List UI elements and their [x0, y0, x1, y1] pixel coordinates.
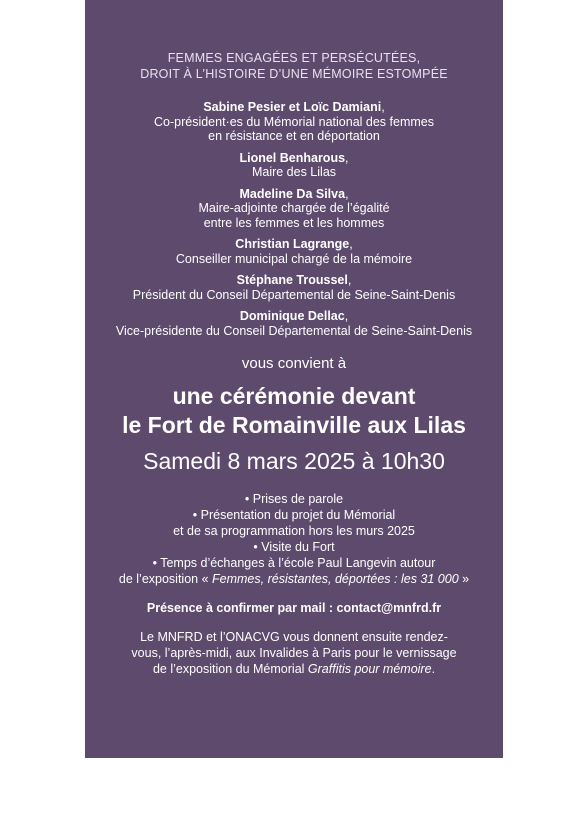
host-role: Conseiller municipal chargé de la mémoire: [175, 251, 413, 266]
footer-line: [85, 661, 503, 677]
host-name: Sabine Pesier et Loïc Damiani: [203, 100, 382, 114]
host-name-line: Stéphane Troussel,: [236, 273, 352, 287]
host-entry: [85, 273, 503, 302]
host-entry: [85, 237, 503, 266]
programme-item: et de sa programmation hors les murs 2025: [173, 524, 415, 538]
host-role: en résistance et en déportation: [208, 129, 380, 143]
ceremony-line: le Fort de Romainville aux Lilas: [122, 412, 466, 438]
footer-text: [85, 629, 503, 677]
invitation-heading: [85, 50, 503, 82]
host-role: Vice-présidente du Conseil Départemental de Seine-Saint-Denis: [115, 323, 473, 338]
host-name: Lionel Benharous: [239, 150, 346, 165]
programme-text: de l’exposition «: [118, 572, 213, 586]
host-role: Président du Conseil Départemental de Seine-Saint-Denis: [132, 287, 456, 302]
host-name-line: Lionel Benharous,: [239, 150, 349, 165]
heading-line: DROIT À L’HISTOIRE D’UNE MÉMOIRE ESTOMPÉE: [140, 67, 448, 81]
rsvp-text: Présence à confirmer par mail : contact@mnfrd.fr: [146, 601, 442, 615]
host-name-line: Christian Lagrange,: [235, 237, 353, 251]
ceremony-line: une cérémonie devant: [172, 383, 416, 409]
convient-text: vous convient à: [241, 355, 347, 372]
host-name: Stéphane Troussel: [236, 273, 348, 287]
host-entry: [85, 151, 503, 180]
footer-line: vous, l’après-midi, aux Invalides à Paris pour le vernissage: [131, 646, 457, 660]
footer-text-part: .: [431, 662, 436, 676]
programme-item: [85, 571, 503, 587]
host-name-line: Madeline Da Silva,: [239, 186, 349, 201]
programme-item: • Temps d’échanges à l’école Paul Langevin autour: [152, 556, 436, 570]
host-name: Dominique Dellac: [239, 309, 345, 323]
programme-list: [85, 491, 503, 587]
footer-line: Le MNFRD et l’ONACVG vous donnent ensuite rendez-: [140, 630, 448, 644]
programme-item: • Prises de parole: [244, 492, 344, 506]
host-name-line: Sabine Pesier et Loïc Damiani,: [203, 100, 385, 114]
invitation-panel: [85, 0, 503, 758]
host-entry: [85, 309, 503, 338]
host-name-line: Dominique Dellac,: [239, 309, 349, 323]
host-role: Maire des Lilas: [251, 165, 337, 179]
heading-line: FEMMES ENGAGÉES ET PERSÉCUTÉES,: [167, 51, 421, 65]
host-name: Christian Lagrange: [235, 237, 350, 251]
host-entry: [85, 100, 503, 144]
host-role: Co-président·es du Mémorial national des femmes: [154, 114, 434, 129]
exhibition-title: Graffitis pour mémoire: [307, 662, 432, 676]
footer-text-part: de l’exposition du Mémorial: [152, 662, 308, 676]
hosts-list: [85, 100, 503, 338]
host-role: entre les femmes et les hommes: [203, 215, 385, 230]
programme-text: »: [458, 572, 470, 586]
ceremony-title: [85, 382, 503, 440]
host-role: Maire-adjointe chargée de l’égalité: [198, 201, 390, 215]
host-entry: [85, 187, 503, 231]
host-name: Madeline Da Silva: [239, 186, 346, 201]
programme-item: • Visite du Fort: [253, 540, 335, 554]
exhibition-title: Femmes, résistantes, déportées : les 31 000: [212, 572, 459, 586]
event-date: Samedi 8 mars 2025 à 10h30: [143, 448, 445, 474]
programme-item: • Présentation du projet du Mémorial: [192, 508, 396, 522]
